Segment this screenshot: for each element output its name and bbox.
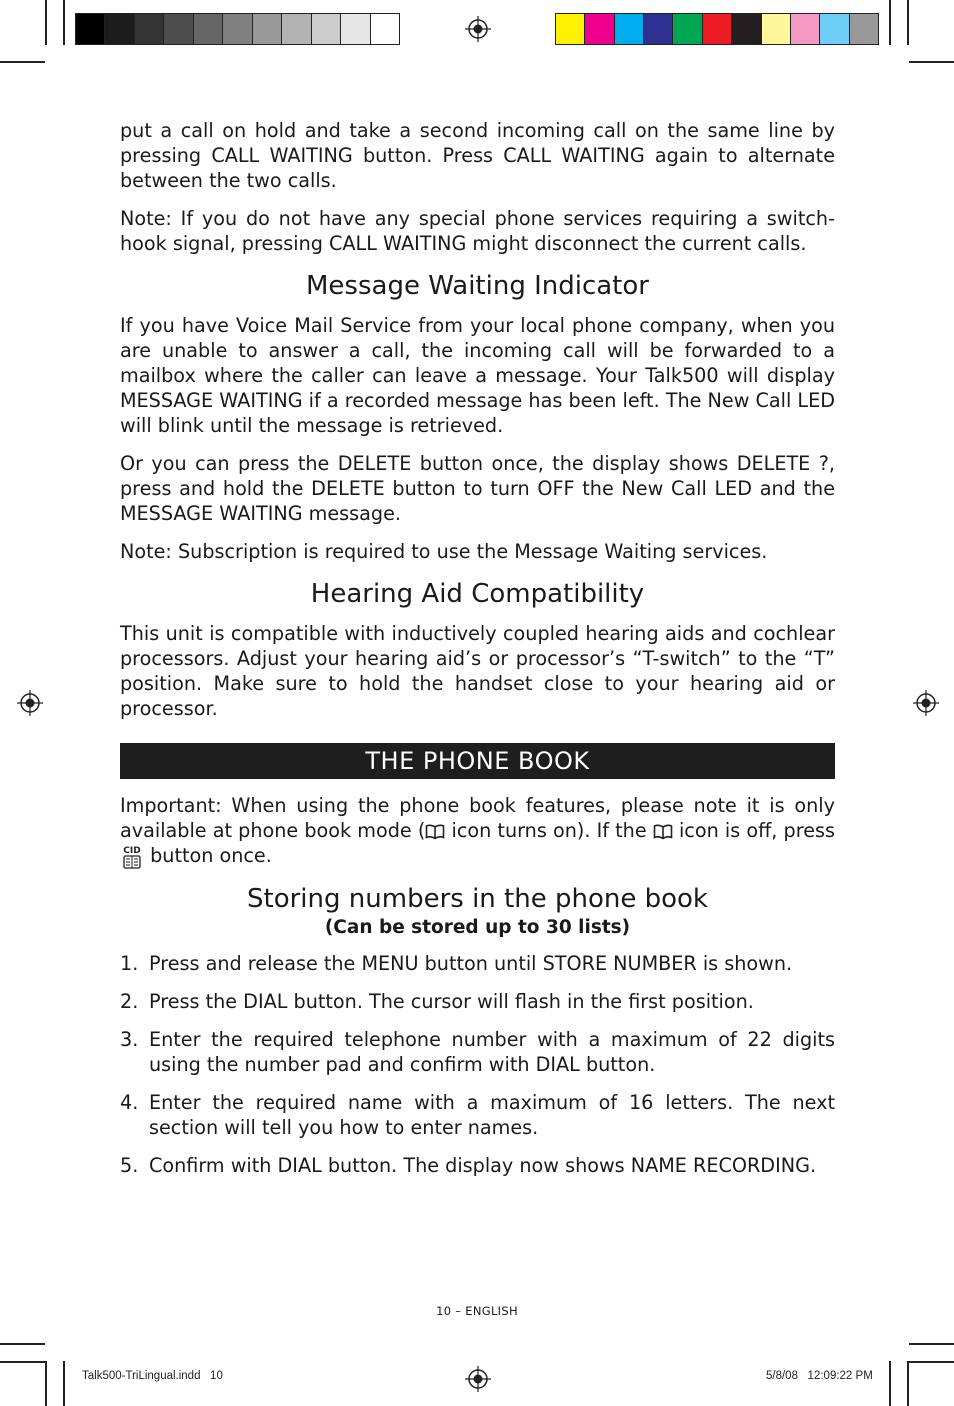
- color-swatch: [341, 14, 370, 44]
- step-number: 4.: [120, 1090, 139, 1114]
- color-swatch: [223, 14, 252, 44]
- cid-button-icon: [120, 844, 144, 870]
- intro-paragraph: put a call on hold and take a second incoming call on the same line by pressing CALL WAITING button. Press CALL WAITING again to alternate between the two calls.: [120, 119, 835, 192]
- color-swatch: [282, 14, 311, 44]
- process-color-bar: [555, 13, 879, 45]
- color-swatch: [164, 14, 193, 44]
- storing-heading: Storing numbers in the phone book: [247, 883, 708, 914]
- color-swatch: [105, 14, 134, 44]
- book-icon: [653, 824, 673, 840]
- registration-mark-icon: [913, 690, 939, 716]
- step-text: Confirm with DIAL button. The display now shows NAME RECORDING.: [149, 1153, 817, 1177]
- color-swatch: [312, 14, 341, 44]
- color-swatch: [850, 14, 878, 44]
- color-swatch: [762, 14, 791, 44]
- slug-filename: Talk500-TriLingual.indd 10: [82, 1370, 223, 1382]
- list-item: [120, 989, 835, 1014]
- color-swatch: [194, 14, 223, 44]
- phone-book-important: Important: When using the phone book features, please note it is only available at phone book mode ( icon turns on). If the icon is off, press CID button once.: [120, 793, 835, 870]
- storing-steps-list: [120, 951, 835, 1178]
- step-text: Press the DIAL button. The cursor will flash in the first position.: [149, 989, 754, 1013]
- step-number: 1.: [120, 951, 139, 975]
- list-item: [120, 1027, 835, 1077]
- step-number: 2.: [120, 989, 139, 1013]
- mwi-paragraph: If you have Voice Mail Service from your local phone company, when you are unable to answer a call, the incoming call will be forwarded to a mailbox where the caller can leave a message. Your Talk500 will display MESSAGE WAITING if a recorded message has been left. The New Call LED will blink until the message is retrieved.: [120, 314, 836, 437]
- list-item: [120, 1090, 835, 1140]
- color-swatch: [791, 14, 820, 44]
- list-item: [120, 1153, 835, 1178]
- registration-mark-icon: [465, 16, 491, 42]
- storing-capacity-note: (Can be stored up to 30 lists): [324, 916, 631, 938]
- step-text: Enter the required name with a maximum of 16 letters. The next section will tell you how to enter names.: [149, 1090, 835, 1139]
- color-swatch: [371, 14, 399, 44]
- color-swatch: [135, 14, 164, 44]
- color-swatch: [703, 14, 732, 44]
- call-waiting-note: Note: If you do not have any special phone services requiring a switch-hook signal, pressing CALL WAITING might disconnect the current calls.: [120, 207, 835, 255]
- registration-mark-icon: [17, 690, 43, 716]
- slug-timestamp: 5/8/08 12:09:22 PM: [766, 1370, 873, 1382]
- mwi-delete-paragraph: Or you can press the DELETE button once, the display shows DELETE ?, press and hold the DELETE button to turn OFF the New Call LED and the MESSAGE WAITING message.: [120, 452, 835, 525]
- color-swatch: [820, 14, 849, 44]
- color-swatch: [253, 14, 282, 44]
- hac-paragraph: This unit is compatible with inductively coupled hearing aids and cochlear processors. Adjust your hearing aid’s or processor’s “T-switch” to the “T” position. Make sure to hold the handset close to your hearing aid or processor.: [120, 622, 835, 720]
- mwi-note: Note: Subscription is required to use the Message Waiting services.: [120, 540, 768, 563]
- step-number: 5.: [120, 1153, 139, 1177]
- mwi-heading: Message Waiting Indicator: [306, 271, 649, 301]
- phone-book-banner: THE PHONE BOOK: [120, 743, 835, 779]
- step-text: Enter the required telephone number with a maximum of 22 digits using the number pad and confirm with DIAL button.: [149, 1027, 835, 1076]
- page-footer: 10 – ENGLISH: [436, 1304, 518, 1318]
- step-number: 3.: [120, 1027, 139, 1051]
- page-content: [120, 118, 835, 1191]
- color-swatch: [673, 14, 702, 44]
- step-text: Press and release the MENU button until STORE NUMBER is shown.: [149, 951, 793, 975]
- grayscale-color-bar: [75, 13, 400, 45]
- svg-text:CID: CID: [123, 845, 141, 856]
- color-swatch: [615, 14, 644, 44]
- color-swatch: [585, 14, 614, 44]
- color-swatch: [556, 14, 585, 44]
- hac-heading: Hearing Aid Compatibility: [310, 579, 645, 609]
- color-swatch: [644, 14, 673, 44]
- color-swatch: [732, 14, 761, 44]
- registration-mark-icon: [465, 1366, 491, 1392]
- color-swatch: [76, 14, 105, 44]
- list-item: [120, 951, 835, 976]
- book-icon: [425, 824, 445, 840]
